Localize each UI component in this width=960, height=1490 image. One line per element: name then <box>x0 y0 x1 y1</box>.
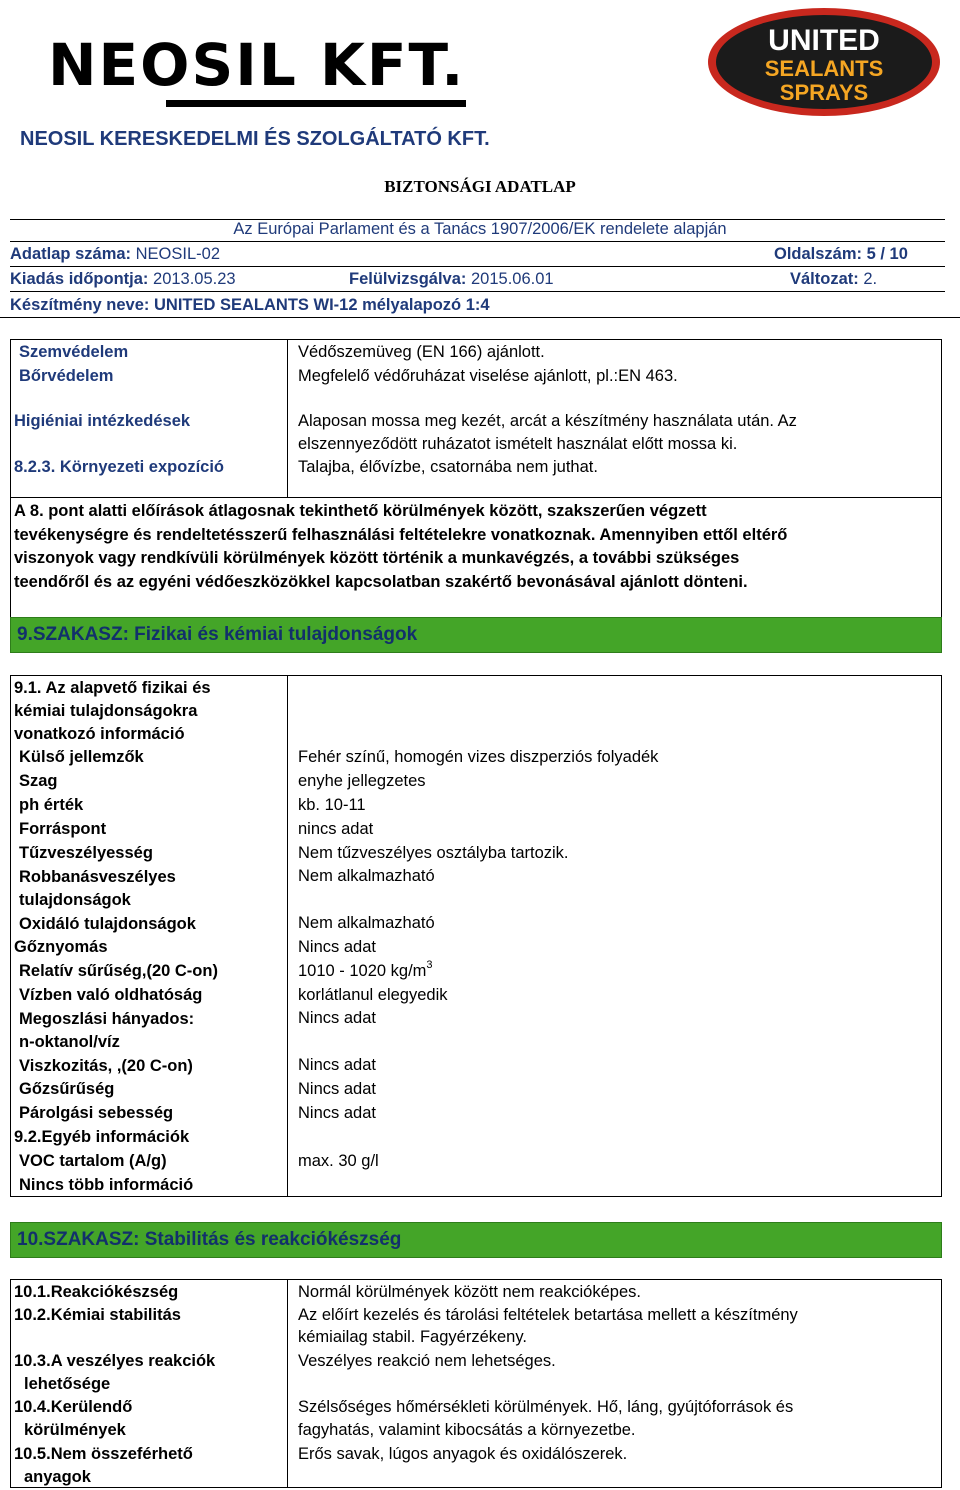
section10-divider <box>287 1279 288 1488</box>
product-name-label: Készítmény neve: <box>10 296 150 314</box>
property-label: Párolgási sebesség <box>19 1104 174 1122</box>
property-label: Megoszlási hányados: <box>19 1010 195 1028</box>
section9-intro-line3: vonatkozó információ <box>14 725 185 743</box>
section8-note-line4: teendőről és az egyéni védőeszközökkel kapcsolatban szakértő bevonásával ajánlott dönteni. <box>14 572 748 591</box>
logo-line1: UNITED <box>768 24 880 57</box>
reactivity-value: Normál körülmények között nem reakcióképes. <box>298 1283 641 1301</box>
section8-note-rule <box>10 497 942 498</box>
review-date-label: Felülvizsgálva: <box>349 270 467 288</box>
incompatible-materials-label-line2: anyagok <box>24 1468 91 1486</box>
property-label: Oxidáló tulajdonságok <box>19 915 196 933</box>
logo-line3: SPRAYS <box>779 80 869 105</box>
property-value <box>298 960 433 984</box>
conditions-avoid-label-line2: körülmények <box>24 1421 126 1439</box>
company-name: NEOSIL KERESKEDELMI ÉS SZOLGÁLTATÓ KFT. <box>20 128 490 150</box>
property-label: Gőzsűrűség <box>19 1080 115 1098</box>
conditions-avoid-value-line2: fagyhatás, valamint kibocsátás a környezetbe. <box>298 1421 636 1439</box>
property-value: Fehér színű, homogén vizes diszperziós folyadék <box>298 748 659 766</box>
property-value: Nem alkalmazható <box>298 867 435 885</box>
section9-divider <box>287 675 288 1197</box>
property-value: nincs adat <box>298 820 374 838</box>
section9-intro-line1: 9.1. Az alapvető fizikai és <box>14 679 211 697</box>
property-label: Vízben való oldhatóság <box>19 986 203 1004</box>
incompatible-materials-value: Erős savak, lúgos anyagok és oxidálószerek. <box>298 1445 628 1463</box>
property-label: Robbanásveszélyes <box>19 868 176 886</box>
hazardous-reactions-label-line2: lehetősége <box>24 1375 111 1393</box>
property-label-line2: n-oktanol/víz <box>19 1033 120 1051</box>
property-label: Tűzveszélyesség <box>19 844 153 862</box>
property-value: Nem alkalmazható <box>298 914 435 932</box>
page-number-value: 5 / 10 <box>866 245 908 263</box>
section9-intro-line2: kémiai tulajdonságokra <box>14 702 198 720</box>
property-value: Nincs adat <box>298 1080 376 1098</box>
header-rule-2 <box>10 266 945 267</box>
header-rule-3 <box>10 291 945 292</box>
property-value: Nincs adat <box>298 1104 376 1122</box>
environmental-exposure-value: Talajba, élővízbe, csatornába nem juthat. <box>298 458 598 476</box>
section8-note-line1: A 8. pont alatti előírások átlagosnak tekinthető körülmények között, szakszerűen végzett <box>14 502 707 520</box>
property-value: Nincs adat <box>298 938 376 956</box>
issue-date-value: 2013.05.23 <box>153 270 236 288</box>
united-sealants-logo <box>706 6 942 118</box>
version <box>790 270 877 289</box>
property-label: Szag <box>19 772 58 790</box>
conditions-avoid-value-line1: Szélsőséges hőmérsékleti körülmények. Hő, láng, gyújtóforrások és <box>298 1398 794 1416</box>
hygiene-value-line2: elszennyeződött ruházatot ismételt használat előtt mossa ki. <box>298 435 738 453</box>
section10-title: 10.SZAKASZ: Stabilitás és reakciókészség <box>10 1222 942 1258</box>
no-more-info: Nincs több információ <box>19 1176 194 1194</box>
environmental-exposure-label: 8.2.3. Környezeti expozíció <box>14 458 224 476</box>
hygiene-label: Higiéniai intézkedések <box>14 412 191 430</box>
stability-value-line2: kémiailag stabil. Fagyérzékeny. <box>298 1328 527 1346</box>
section8-note <box>14 500 934 594</box>
neosil-logo-text: NEOSIL KFT. <box>48 31 466 99</box>
voc-label: VOC tartalom (A/g) <box>19 1152 167 1170</box>
neosil-logo <box>48 30 465 100</box>
property-label: Relatív sűrűség,(20 C-on) <box>19 962 218 980</box>
sheet-number-label: Adatlap száma: <box>10 245 132 263</box>
eye-protection-label: Szemvédelem <box>19 343 129 361</box>
hazardous-reactions-label-line1: 10.3.A veszélyes reakciók <box>14 1352 216 1370</box>
property-value: korlátlanul elegyedik <box>298 986 448 1004</box>
section8-divider <box>287 339 288 498</box>
review-date <box>349 270 554 289</box>
issue-date-label: Kiadás időpontja: <box>10 270 149 288</box>
hygiene-value-line1: Alaposan mossa meg kezét, arcát a készítmény használata után. Az <box>298 412 797 430</box>
property-label: ph érték <box>19 796 84 814</box>
section8-note-line3: viszonyok vagy rendkívüli körülmények között történik a munkavégzés, a további szükséges <box>14 549 740 567</box>
other-info-label: 9.2.Egyéb információk <box>14 1128 190 1146</box>
header-rule-4 <box>0 317 960 318</box>
regulation-line: Az Európai Parlament és a Tanács 1907/2006/EK rendelete alapján <box>233 220 727 238</box>
property-value: kb. 10-11 <box>298 796 366 814</box>
property-label: Gőznyomás <box>14 938 108 956</box>
eye-protection-value: Védőszemüveg (EN 166) ajánlott. <box>298 343 545 361</box>
header-rule-top <box>10 219 945 220</box>
version-value: 2. <box>863 270 878 288</box>
sheet-number <box>10 245 220 264</box>
product-name <box>10 296 490 315</box>
skin-protection-value: Megfelelő védőruházat viselése ajánlott, pl.:EN 463. <box>298 367 678 385</box>
density-value: 1010 - 1020 kg/m <box>298 962 427 980</box>
product-name-value: UNITED SEALANTS WI-12 mélyalapozó 1:4 <box>153 296 490 314</box>
reactivity-label: 10.1.Reakciókészség <box>14 1283 179 1301</box>
voc-value: max. 30 g/l <box>298 1152 379 1170</box>
header-rule-1 <box>10 241 945 242</box>
version-label: Változat: <box>790 270 859 288</box>
conditions-avoid-label-line1: 10.4.Kerülendő <box>14 1398 133 1416</box>
issue-date <box>10 270 236 289</box>
review-date-value: 2015.06.01 <box>470 270 554 288</box>
property-label: Forráspont <box>19 820 107 838</box>
sheet-number-value: NEOSIL-02 <box>135 245 221 263</box>
incompatible-materials-label-line1: 10.5.Nem összeférhető <box>14 1445 193 1463</box>
density-unit-exponent: 3 <box>426 958 433 971</box>
section8-note-line2: tevékenységre és rendeltetésszerű felhasználási feltételekre vonatkoznak. Amennyiben ettől eltérő <box>14 525 788 544</box>
section9-title: 9.SZAKASZ: Fizikai és kémiai tulajdonságok <box>10 617 942 653</box>
property-label-line2: tulajdonságok <box>19 891 131 909</box>
page-number-label: Oldalszám: <box>774 245 863 263</box>
logo-line2: SEALANTS <box>764 56 884 81</box>
property-label: Viszkozitás, ,(20 C-on) <box>19 1057 193 1075</box>
neosil-logo-underline <box>166 100 466 107</box>
property-value: enyhe jellegzetes <box>298 772 426 790</box>
property-value: Nincs adat <box>298 1009 376 1027</box>
document-title: BIZTONSÁGI ADATLAP <box>384 177 576 196</box>
stability-value-line1: Az előírt kezelés és tárolási feltételek betartása mellett a készítmény <box>298 1306 798 1324</box>
stability-label: 10.2.Kémiai stabilitás <box>14 1306 181 1324</box>
property-value: Nem tűzveszélyes osztályba tartozik. <box>298 844 569 862</box>
page-number <box>774 245 908 264</box>
property-value: Nincs adat <box>298 1056 376 1074</box>
hazardous-reactions-value: Veszélyes reakció nem lehetséges. <box>298 1352 556 1370</box>
skin-protection-label: Bőrvédelem <box>19 367 114 385</box>
property-label: Külső jellemzők <box>19 748 144 766</box>
